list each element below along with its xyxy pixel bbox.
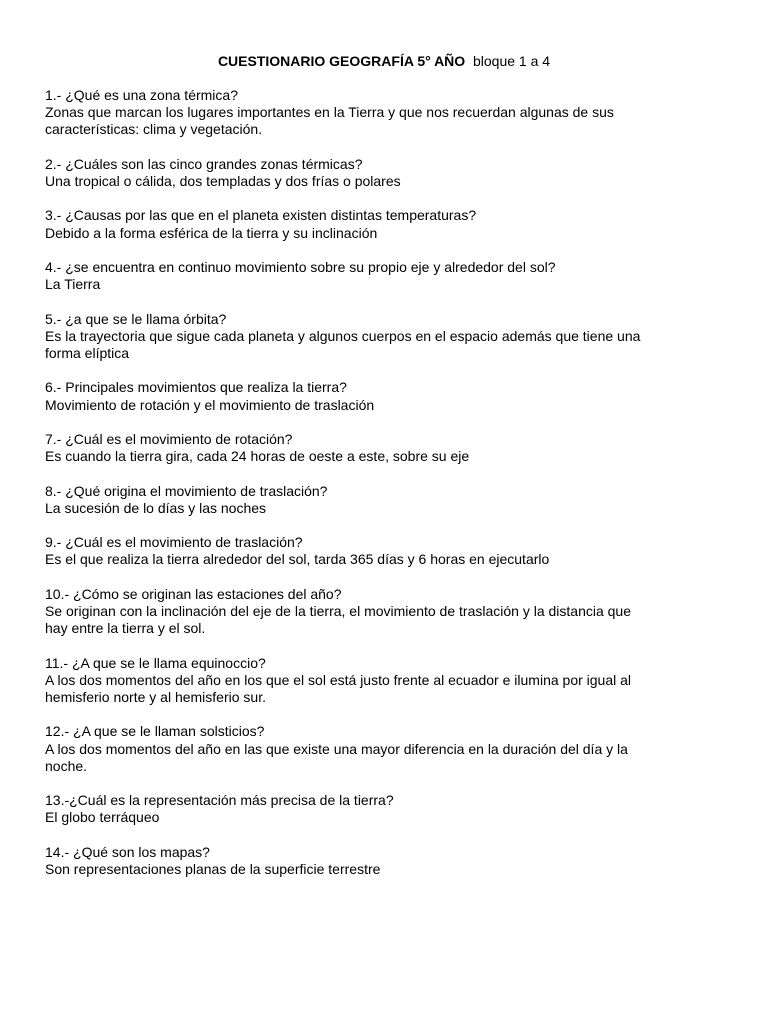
- answer-text: La sucesión de lo días y las noches: [45, 499, 267, 516]
- page-title: [0, 53, 768, 70]
- question-item: [45, 586, 705, 638]
- question-text: 5.- ¿a que se le llama órbita?: [45, 310, 227, 327]
- question-item: [45, 87, 705, 139]
- answer-text: forma elíptica: [45, 344, 130, 361]
- answer-text: La Tierra: [45, 276, 101, 293]
- question-text: 14.- ¿Qué son los mapas?: [45, 843, 210, 860]
- answer-text: Es el que realiza la tierra alrededor del sol, tarda 365 días y 6 horas en ejecutarlo: [45, 551, 550, 568]
- question-text: 8.- ¿Qué origina el movimiento de traslación?: [45, 482, 328, 499]
- question-text: 7.- ¿Cuál es el movimiento de rotación?: [45, 430, 293, 447]
- question-item: [45, 534, 705, 568]
- question-item: [45, 207, 705, 241]
- question-text: 11.- ¿A que se le llama equinoccio?: [45, 654, 266, 671]
- question-text: 3.- ¿Causas por las que en el planeta existen distintas temperaturas?: [45, 207, 477, 224]
- answer-text: Movimiento de rotación y el movimiento de traslación: [45, 396, 375, 413]
- answer-text: El globo terráqueo: [45, 809, 160, 826]
- question-item: [45, 792, 705, 826]
- answer-text: hemisferio norte y al hemisferio sur.: [45, 688, 266, 705]
- answer-text: A los dos momentos del año en las que existe una mayor diferencia en la duración del día y la: [45, 740, 628, 757]
- answer-text: Zonas que marcan los lugares importantes en la Tierra y que nos recuerdan algunas de sus: [45, 104, 614, 121]
- answer-text: noche.: [45, 757, 88, 774]
- question-text: 13.-¿Cuál es la representación más precisa de la tierra?: [45, 792, 394, 809]
- answer-text: Es la trayectoria que sigue cada planeta y algunos cuerpos en el espacio además que tiene una: [45, 327, 641, 344]
- answer-text: Debido a la forma esférica de la tierra y su inclinación: [45, 224, 378, 241]
- question-text: 2.- ¿Cuáles son las cinco grandes zonas térmicas?: [45, 155, 363, 172]
- question-item: [45, 259, 705, 293]
- answer-text: hay entre la tierra y el sol.: [45, 620, 206, 637]
- answer-text: Son representaciones planas de la superficie terrestre: [45, 860, 381, 877]
- answer-text: Se originan con la inclinación del eje de la tierra, el movimiento de traslación y la distancia que: [45, 602, 631, 619]
- answer-text: A los dos momentos del año en los que el sol está justo frente al ecuador e ilumina por igual al: [45, 671, 632, 688]
- question-list: [45, 87, 705, 895]
- answer-text: características: clima y vegetación.: [45, 121, 263, 138]
- question-item: [45, 723, 705, 775]
- question-item: [45, 483, 705, 517]
- question-text: 6.- Principales movimientos que realiza la tierra?: [45, 379, 347, 396]
- title-subtitle: bloque 1 a 4: [472, 53, 551, 69]
- question-text: 10.- ¿Cómo se originan las estaciones del año?: [45, 585, 342, 602]
- question-item: [45, 311, 705, 363]
- question-text: 9.- ¿Cuál es el movimiento de traslación?: [45, 534, 303, 551]
- question-text: 1.- ¿Qué es una zona térmica?: [45, 87, 238, 103]
- question-text: 12.- ¿A que se le llaman solsticios?: [45, 723, 265, 740]
- question-text: 4.- ¿se encuentra en continuo movimiento sobre su propio eje y alrededor del sol?: [45, 258, 556, 275]
- answer-text: Una tropical o cálida, dos templadas y dos frías o polares: [45, 173, 401, 189]
- question-item: [45, 379, 705, 413]
- answer-text: Es cuando la tierra gira, cada 24 horas de oeste a este, sobre su eje: [45, 448, 470, 465]
- question-item: [45, 844, 705, 878]
- question-item: [45, 156, 705, 190]
- question-item: [45, 655, 705, 707]
- title-main: CUESTIONARIO GEOGRAFÍA 5° AÑO: [217, 53, 466, 69]
- question-item: [45, 431, 705, 465]
